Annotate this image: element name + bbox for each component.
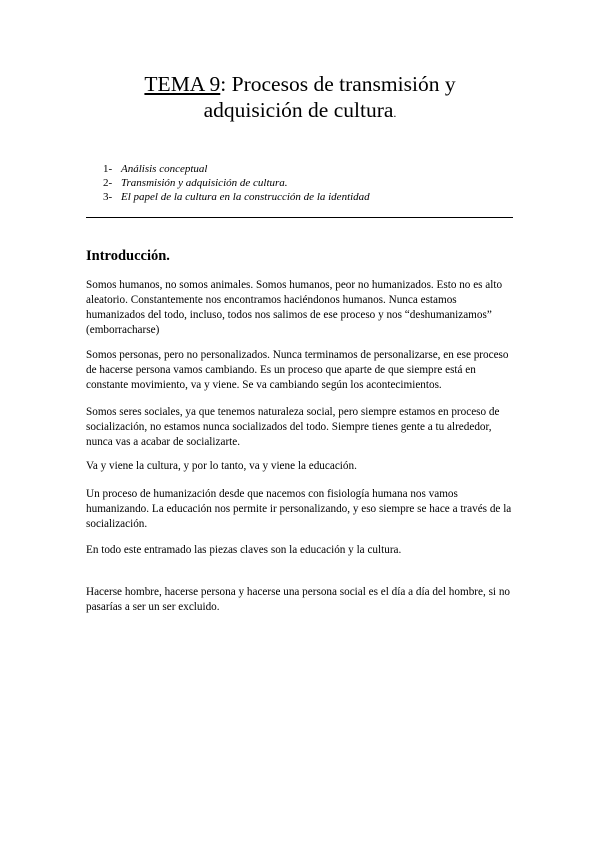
paragraph: Un proceso de humanización desde que nacemos con fisiología humana nos vamos humanizando. La educación nos permite ir personalizando, y eso siempre se hace a través de la socialización. <box>86 488 512 530</box>
paragraph: Somos humanos, no somos animales. Somos humanos, peor no humanizados. Esto no es alto aleatorio. Constantemente nos encontramos haciéndonos humanos. Nunca estamos humanizados del todo, incluso, todos nos salimos de ese proceso y nos “deshumanizamos” (emborracharse) <box>86 279 503 336</box>
toc-item <box>103 176 370 190</box>
toc-item-number: 1- <box>103 163 113 175</box>
toc-item <box>103 190 370 204</box>
toc-item-label: El papel de la cultura en la construcción de la identidad <box>121 191 370 203</box>
toc-item-label: Análisis conceptual <box>121 163 208 175</box>
paragraph: Hacerse hombre, hacerse persona y hacerse una persona social es el día a día del hombre, si no pasarías a ser un ser excluido. <box>86 586 511 613</box>
paragraph: Somos personas, pero no personalizados. Nunca terminamos de personalizarse, en ese proceso de hacerse persona vamos cambiando. Es un proceso que aparte de que siempre está en constante movimiento, va y viene. Se va cambiando según los acontecimientos. <box>86 349 509 391</box>
title-topic-number: TEMA 9 <box>144 72 221 96</box>
toc-item <box>103 162 370 176</box>
paragraph: Somos seres sociales, ya que tenemos naturaleza social, pero siempre estamos en proceso de socialización, no estamos nunca socializados del todo. Siempre tienes gente a tu alrededor, nunca vas a acabar de socializarte. <box>86 406 500 448</box>
title-text-line1: : Procesos de transmisión y <box>220 72 456 96</box>
section-heading: Introducción. <box>86 248 170 264</box>
toc-item-number: 2- <box>103 177 113 189</box>
page-title <box>60 71 540 126</box>
paragraph: En todo este entramado las piezas claves son la educación y la cultura. <box>86 544 402 556</box>
toc-item-label: Transmisión y adquisición de cultura. <box>121 177 288 189</box>
table-of-contents <box>103 162 370 204</box>
horizontal-divider <box>86 217 513 218</box>
title-text-line2: adquisición de cultura <box>203 98 394 122</box>
toc-item-number: 3- <box>103 191 113 203</box>
paragraph: Va y viene la cultura, y por lo tanto, va y viene la educación. <box>86 460 357 472</box>
title-trailing-dot: . <box>393 106 397 120</box>
